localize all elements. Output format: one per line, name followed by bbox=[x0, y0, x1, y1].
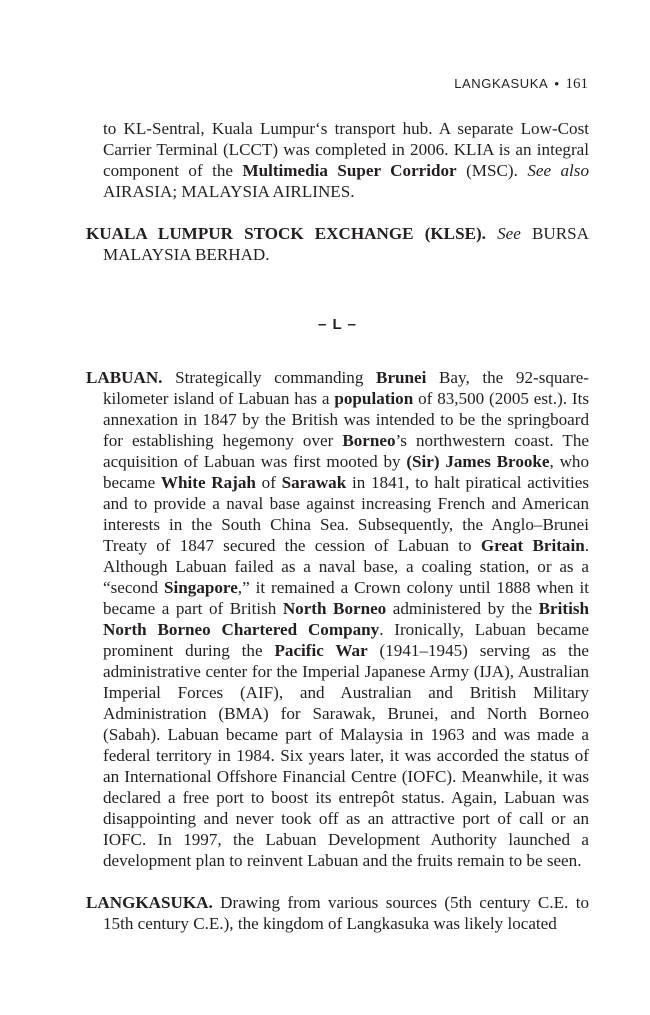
cross-reference: Great Britain bbox=[480, 536, 585, 555]
text-run: (1941–1945) serving as the administrative center for the Imperial Japanese Army (IJA), Australian Imperial Forces (AIF), and Australian and British Military Administration (BMA) for Sarawak, Brunei, and North Borneo (Sabah). Labuan became part of Malaysia in 1963 and was made a federal territory in 1984. Six years later, it was accorded the status of an International Offshore Financial Centre (IOFC). Meanwhile, it was declared a free port to boost its entrepôt status. Again, Labuan was disappointing and never took off as an attractive port of call or an IOFC. In 1997, the Labuan Development Authority launched a development plan to reinvent Labuan and the fruits remain to be seen. bbox=[103, 641, 589, 870]
running-title: LANGKASUKA bbox=[454, 76, 549, 91]
text-run: of 83,500 (2005 est.). Its annexation in 1847 by the British was intended to be the springboard for establishing hegemony over bbox=[103, 389, 589, 450]
text-run: Bay, the 92-square-kilometer island of Labuan has a bbox=[103, 368, 589, 408]
langkasuka-entry bbox=[86, 892, 589, 934]
text-run: . Although Labuan failed as a naval base, a coaling station, or as a “second bbox=[103, 536, 589, 597]
cross-reference: Sarawak bbox=[281, 473, 347, 492]
text-run: AIRASIA; MALAYSIA AIRLINES. bbox=[103, 182, 355, 201]
text-run: BURSA MALAYSIA BERHAD. bbox=[103, 224, 590, 264]
page-body bbox=[86, 118, 589, 934]
text-run: Drawing from various sources (5th century C.E. to 15th century C.E.), the kingdom of Langkasuka was likely located bbox=[103, 893, 589, 933]
page-number: 161 bbox=[565, 76, 588, 92]
cross-reference: Pacific War bbox=[274, 641, 368, 660]
see-label: See bbox=[497, 224, 521, 243]
klia-entry-continuation bbox=[86, 118, 589, 202]
text-run: ’s northwestern coast. The acquisition of Labuan was first mooted by bbox=[103, 431, 589, 471]
text-run: . Ironically, Labuan became prominent during the bbox=[103, 620, 589, 660]
entry-headword: LANGKASUKA. bbox=[86, 893, 213, 912]
text-run: administered by the bbox=[386, 599, 539, 618]
cross-reference: population bbox=[334, 389, 414, 408]
cross-reference: Singapore bbox=[164, 578, 238, 597]
entry-headword: LABUAN. bbox=[86, 368, 163, 387]
cross-reference: Multimedia Super Corridor bbox=[242, 161, 457, 180]
header-separator: • bbox=[554, 76, 560, 91]
section-letter-heading: – L – bbox=[318, 316, 357, 333]
text-run: in 1841, to halt piratical activities and to provide a naval base against increasing French and American interests in the South China Sea. Subsequently, the Anglo–Brunei Treaty of 1847 secured the cession of Labuan to bbox=[103, 473, 589, 555]
cross-reference: Brunei bbox=[376, 368, 427, 387]
text-run: of bbox=[255, 473, 282, 492]
cross-reference: White Rajah bbox=[160, 473, 256, 492]
text-run: , who became bbox=[103, 452, 590, 492]
text-run: (MSC). bbox=[456, 161, 528, 180]
cross-reference: British North Borneo Chartered Company bbox=[103, 599, 589, 639]
cross-reference: Borneo bbox=[342, 431, 396, 450]
cross-reference: (Sir) James Brooke bbox=[406, 452, 550, 471]
see-also-label: See also bbox=[527, 161, 589, 180]
running-head bbox=[454, 76, 588, 93]
entry-headword: KUALA LUMPUR STOCK EXCHANGE (KLSE). bbox=[86, 224, 486, 243]
cross-reference: North Borneo bbox=[282, 599, 387, 618]
klse-entry bbox=[86, 223, 589, 265]
text-run: ,” it remained a Crown colony until 1888 when it became a part of British bbox=[103, 578, 590, 618]
text-run: to KL-Sentral, Kuala Lumpur‘s transport hub. A separate Low-Cost Carrier Terminal (LCCT) was completed in 2006. KLIA is an integral component of the bbox=[103, 119, 589, 180]
text-run: Strategically commanding bbox=[162, 368, 377, 387]
labuan-entry bbox=[86, 367, 589, 871]
